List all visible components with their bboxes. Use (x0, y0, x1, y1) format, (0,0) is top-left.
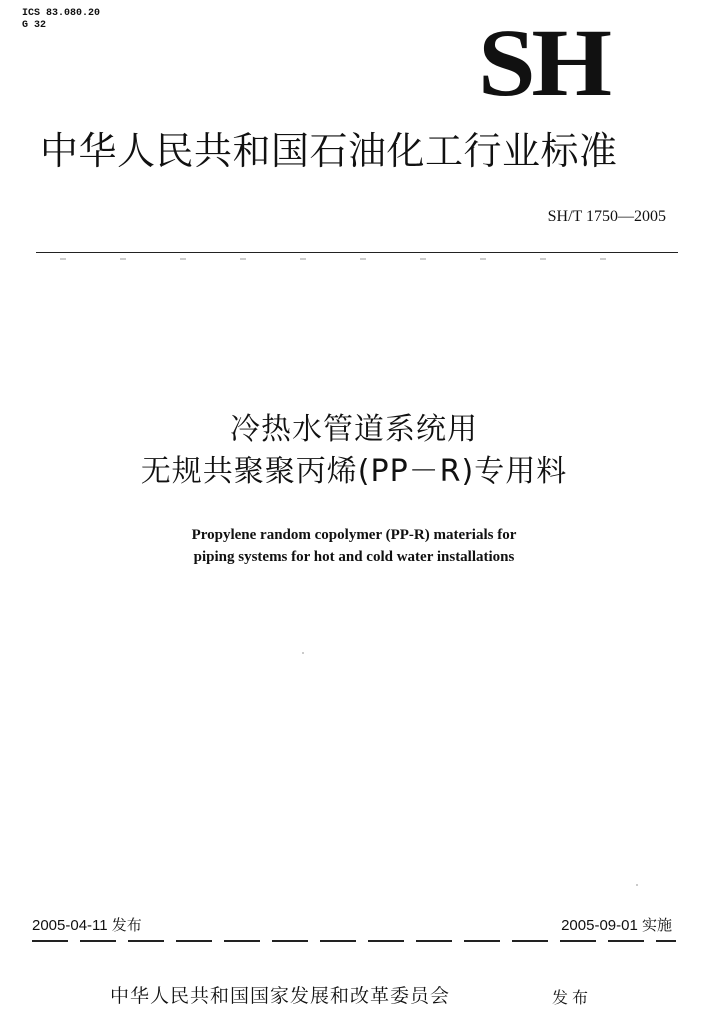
title-en-line2: piping systems for hot and cold water installations (193, 549, 515, 565)
footer-divider (32, 940, 676, 942)
title-en-line1: Propylene random copolymer (PP-R) materials for (191, 527, 517, 543)
header-divider (36, 252, 678, 253)
publisher-name: 中华人民共和国国家发展和改革委员会 (110, 985, 451, 1007)
implementation-date: 2005-09-01 实施 (561, 917, 672, 934)
ics-code: ICS 83.080.20 (22, 8, 101, 19)
header-divider-dashes (60, 258, 660, 260)
org-title: 中华人民共和国石油化工行业标准 (40, 129, 618, 173)
title-cn-line2: 无规共聚聚丙烯(PP－R)专用料 (140, 454, 568, 489)
issue-date: 2005-04-11 发布 (32, 917, 142, 934)
title-cn-line1: 冷热水管道系统用 (230, 412, 478, 447)
scan-speck (302, 652, 304, 654)
scan-speck (636, 884, 638, 886)
category-code: G 32 (22, 20, 47, 31)
publish-label: 发布 (552, 988, 593, 1007)
sh-logo: SH (478, 9, 608, 116)
standard-number: SH/T 1750—2005 (547, 208, 666, 225)
classification-codes (22, 8, 100, 32)
